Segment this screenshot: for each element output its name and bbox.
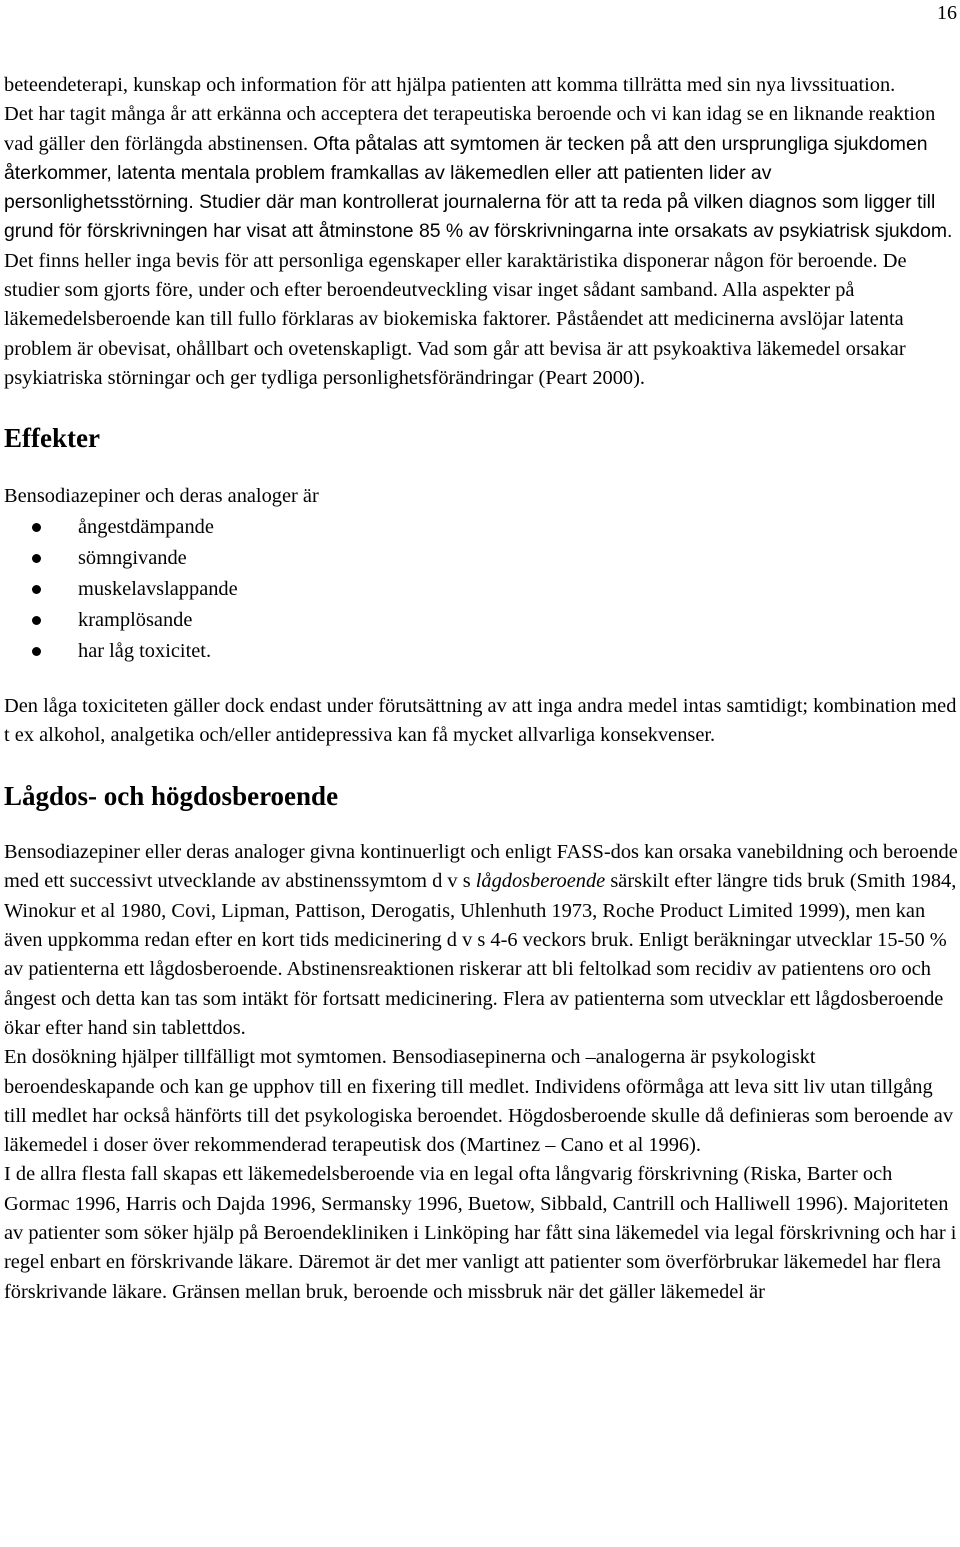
page-number: 16 <box>937 2 957 24</box>
effects-list <box>4 512 958 667</box>
paragraph-highdose: En dosökning hjälper tillfälligt mot symtomen. Bensodiasepinerna och –analogerna är psykologiskt beroendeskapande och kan ge upphov till en fixering till medlet. Individens oförmåga att leva sitt liv utan tillgång till medlet har också hänförts till det psykologiska beroendet. Högdosberoende skulle då definieras som beroende av läkemedel i doser över rekommenderad terapeutisk dos (Martinez – Cano et al 1996). <box>4 1046 954 1157</box>
paragraph-lowdose: Bensodiazepiner eller deras analoger givna kontinuerligt och enligt FASS-dos kan orsaka vanebildning och beroende med ett successivt utvecklande av abstinenssymtom d v s lågdosberoende särskilt efter längre tids bruk (Smith 1984, Winokur et al 1980, Covi, Lipman, Pattison, Derogatis, Uhlenhuth 1973, Roche Product Limited 1999), men kan även uppkomma redan efter en kort tids medicinering d v s 4-6 veckors bruk. Enligt beräkningar utvecklar 15-50 % av patienterna ett lågdosberoende. Abstinensreaktionen riskerar att bli feltolkad som recidiv av patientens oro och ångest och detta kan tas som intäkt för fortsatt medicinering. Flera av patienterna som utvecklar ett lågdosberoende ökar efter hand sin tablettdos. <box>4 841 958 1039</box>
paragraph-text: Det finns heller inga bevis för att personliga egenskaper eller karaktäristika disponerar någon för beroende. De studier som gjorts före, under och efter beroendeutveckling visar inget sådant samband. Alla aspekter på läkemedelsberoende kan till fullo förklaras av biokemiska faktorer. Påståendet att medicinerna avslöjar latenta problem är obevisat, ohållbart och ovetenskapligt. Vad som går att bevisa är att psykoaktiva läkemedel orsakar psykiatriska störningar och ger tydliga personlighetsförändringar (Peart 2000). <box>4 249 907 389</box>
bullet-icon <box>32 554 41 563</box>
list-item: ångestdämpande <box>78 512 958 543</box>
bullet-icon <box>32 616 41 625</box>
list-item: muskelavslappande <box>78 574 958 605</box>
list-item: sömngivande <box>78 543 958 574</box>
list-intro: Bensodiazepiner och deras analoger är <box>4 485 319 508</box>
term-lagdosberoende: lågdosberoende <box>475 870 606 893</box>
list-item: har låg toxicitet. <box>78 636 958 667</box>
paragraph-therapeutic-dependence <box>4 100 958 393</box>
paragraph-prescription: I de allra flesta fall skapas ett läkemedelsberoende via en legal ofta långvarig förskrivning (Riska, Barter och Gormac 1996, Harris och Dajda 1996, Sermansky 1996, Buetow, Sibbald, Cantrill och Halliwell 1996). Majoriteten av patienter som söker hjälp på Beroendekliniken i Linköping har fått sina läkemedel via legal förskrivning och har i regel enbart en förskrivande läkare. Däremot är det mer vanligt att patienter som överförbrukar läkemedel har flera förskrivande läkare. Gränsen mellan bruk, beroende och missbruk när det gäller läkemedel är <box>4 1163 957 1303</box>
bullet-icon <box>32 523 41 532</box>
paragraph-toxicity: Den låga toxiciteten gäller dock endast under förutsättning av att inga andra medel intas samtidigt; kombination med t ex alkohol, analgetika och/eller antidepressiva kan få mycket allvarliga konsekvenser. <box>4 694 957 746</box>
paragraph-text-sans: Ofta påtalas att symtomen är tecken på att den ursprungliga sjukdomen återkommer, latenta mentala problem framkallas av läkemedlen eller att patienten lider av personlighetsstörning. Studier där man kontrollerat journalerna för att ta reda på vilken diagnos som ligger till grund för förskrivningen har visat att åtminstone 85 % av förskrivningarna inte orsakats av psykiatrisk sjukdom. <box>4 132 953 243</box>
bullet-icon <box>32 585 41 594</box>
paragraph-text: Det har tagit många år att erkänna och acceptera det terapeutiska beroende och vi kan idag se en liknande reaktion vad gäller den förlängda abstinensen. <box>4 103 936 155</box>
paragraph-intro: beteendeterapi, kunskap och information för att hjälpa patienten att komma tillrätta med sin nya livssituation. <box>4 74 896 96</box>
list-item: kramplösande <box>78 605 958 636</box>
bullet-icon <box>32 647 41 656</box>
section-heading-effekter: Effekter <box>4 423 100 454</box>
section-heading-lagdos: Lågdos- och högdosberoende <box>4 781 339 812</box>
document-body <box>4 71 958 1307</box>
